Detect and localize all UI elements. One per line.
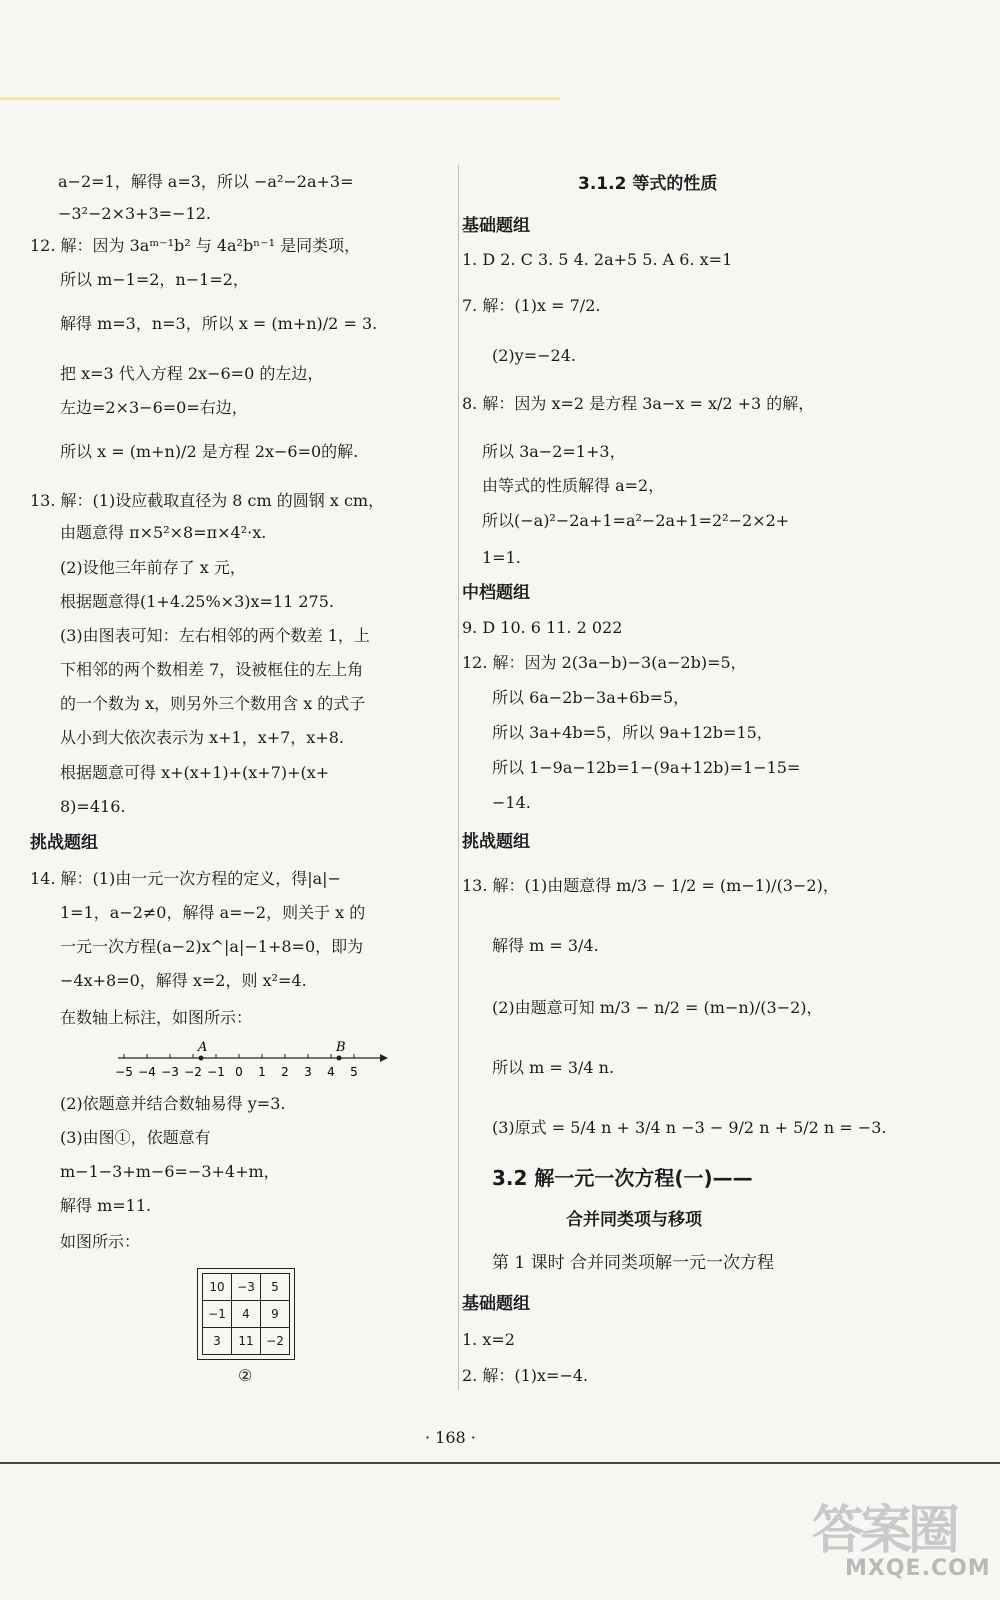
axis-tick-label: 3 — [304, 1065, 312, 1079]
watermark-site: MXQE.COM — [845, 1556, 991, 1581]
text-line: 如图所示： — [60, 1232, 141, 1251]
text-line: 由等式的性质解得 a=2， — [482, 476, 665, 495]
answers-1-6: 1. D 2. C 3. 5 4. 2a+5 5. A 6. x=1 — [462, 250, 733, 269]
axis-tick-label: −4 — [138, 1065, 156, 1079]
axis-tick-label: −5 — [115, 1065, 133, 1079]
grid-cell: 5 — [261, 1274, 290, 1301]
grid-frame — [197, 1268, 295, 1360]
answers-9-11: 9. D 10. 6 11. 2 022 — [462, 618, 623, 637]
axis-tick-label: −1 — [207, 1065, 225, 1079]
problem-7: 7. 解：(1)x = 7/2. — [462, 296, 601, 315]
axis-tick-label: −2 — [184, 1065, 202, 1079]
text-line: 根据题意可得 x+(x+1)+(x+7)+(x+ — [60, 763, 330, 782]
text-line: (2)y=−24. — [492, 346, 576, 365]
text-line: 1=1. — [482, 548, 521, 567]
problem-12: 12. 解：因为 3aᵐ⁻¹b² 与 4a²bⁿ⁻¹ 是同类项， — [30, 236, 361, 255]
point-a-label: A — [198, 1040, 208, 1055]
grid-cell: −2 — [261, 1328, 290, 1355]
axis-tick-label: −3 — [161, 1065, 179, 1079]
grid-cell: 10 — [203, 1274, 232, 1301]
section-heading: 基础题组 — [462, 1294, 530, 1314]
text-line: 的一个数为 x，则另外三个数用含 x 的式子 — [60, 694, 366, 713]
number-line-figure — [110, 1036, 390, 1082]
problem-2: 2. 解：(1)x=−4. — [462, 1366, 589, 1385]
section-heading: 中档题组 — [462, 583, 530, 603]
text-line: 解得 m=11. — [60, 1196, 152, 1215]
axis-tick-label: 0 — [235, 1065, 243, 1079]
problem-13-right: 13. 解：(1)由题意得 m/3 − 1/2 = (m−1)/(3−2)， — [462, 876, 839, 895]
text-line: 8)=416. — [60, 797, 126, 816]
text-line: 所以 m−1=2，n−1=2， — [60, 270, 249, 289]
footer-rule — [0, 1462, 1000, 1464]
point-b-label: B — [336, 1040, 346, 1055]
problem-14: 14. 解：(1)由一元一次方程的定义，得|a|− — [30, 869, 341, 888]
text-line: 所以 3a−2=1+3， — [482, 442, 626, 461]
problem-13: 13. 解：(1)设应截取直径为 8 cm 的圆钢 x cm， — [30, 491, 385, 510]
axis-tick-label: 4 — [327, 1065, 335, 1079]
page-number: · 168 · — [425, 1428, 476, 1447]
section-heading: 基础题组 — [462, 216, 530, 236]
problem-8: 8. 解：因为 x=2 是方程 3a−x = x/2 +3 的解， — [462, 394, 815, 413]
text-line: (2)依题意并结合数轴易得 y=3. — [60, 1094, 286, 1113]
text-line: 左边=2×3−6=0=右边， — [60, 398, 248, 417]
text-line: 把 x=3 代入方程 2x−6=0 的左边， — [60, 364, 324, 383]
axis-tick-label: 2 — [281, 1065, 289, 1079]
section-heading: 挑战题组 — [30, 833, 98, 853]
column-divider — [458, 165, 459, 1390]
text-line: (3)由图①，依题意有 — [60, 1128, 211, 1147]
number-grid — [202, 1273, 290, 1355]
text-line: 解得 m = 3/4. — [492, 936, 599, 955]
answer-1: 1. x=2 — [462, 1330, 515, 1349]
lesson-title: 第 1 课时 合并同类项解一元一次方程 — [492, 1253, 775, 1273]
point-a — [199, 1056, 204, 1061]
text-line: 解得 m=3，n=3，所以 x = (m+n)/2 = 3. — [60, 314, 378, 333]
header-rule — [0, 97, 560, 100]
axis-tick-label: 5 — [350, 1065, 358, 1079]
text-line: m−1−3+m−6=−3+4+m， — [60, 1162, 280, 1181]
grid-cell: 4 — [232, 1301, 261, 1328]
text-line: (3)由图表可知：左右相邻的两个数差 1，上 — [60, 626, 370, 645]
text-line: 所以 3a+4b=5，所以 9a+12b=15， — [492, 723, 773, 742]
section-heading: 挑战题组 — [462, 832, 530, 852]
text-line: 所以 6a−2b−3a+6b=5， — [492, 688, 690, 707]
problem-12-right: 12. 解：因为 2(3a−b)−3(a−2b)=5， — [462, 653, 747, 672]
grid-cell: −1 — [203, 1301, 232, 1328]
text-line: (2)由题意可知 m/3 − n/2 = (m−n)/(3−2)， — [492, 998, 823, 1017]
text-line: (3)原式 = 5/4 n + 3/4 n −3 − 9/2 n + 5/2 n = −3. — [492, 1118, 887, 1137]
axis-tick-label: 1 — [258, 1065, 266, 1079]
text-line: 所以(−a)²−2a+1=a²−2a+1=2²−2×2+ — [482, 511, 790, 530]
point-b — [337, 1056, 342, 1061]
text-line: 所以 x = (m+n)/2 是方程 2x−6=0的解. — [60, 442, 359, 461]
grid-cell: 11 — [232, 1328, 261, 1355]
watermark-logo: 答案圈 — [812, 1501, 957, 1561]
text-line: a−2=1，解得 a=3，所以 −a²−2a+3= — [58, 172, 354, 191]
grid-cell: 9 — [261, 1301, 290, 1328]
section-subtitle: 合并同类项与移项 — [566, 1210, 702, 1230]
text-line: 在数轴上标注，如图所示： — [60, 1008, 253, 1027]
axis-arrow — [380, 1054, 388, 1062]
text-line: −4x+8=0，解得 x=2，则 x²=4. — [60, 971, 307, 990]
text-line: 下相邻的两个数相差 7，设被框住的左上角 — [60, 660, 364, 679]
text-line: 根据题意得(1+4.25%×3)x=11 275. — [60, 592, 334, 611]
text-line: (2)设他三年前存了 x 元， — [60, 558, 246, 577]
text-line: 所以 m = 3/4 n. — [492, 1058, 615, 1077]
text-line: 从小到大依次表示为 x+1，x+7，x+8. — [60, 728, 345, 747]
grid-cell: 3 — [203, 1328, 232, 1355]
text-line: 一元一次方程(a−2)x^|a|−1+8=0，即为 — [60, 937, 364, 956]
text-line: 1=1，a−2≠0，解得 a=−2，则关于 x 的 — [60, 903, 366, 922]
grid-cell: −3 — [232, 1274, 261, 1301]
text-line: −14. — [492, 793, 531, 812]
text-line: 所以 1−9a−12b=1−(9a+12b)=1−15= — [492, 758, 801, 777]
section-title-3-2: 3.2 解一元一次方程(一)—— — [492, 1166, 753, 1190]
section-title-3-1-2: 3.1.2 等式的性质 — [578, 174, 718, 194]
grid-caption: ② — [238, 1366, 253, 1385]
text-line: 由题意得 π×5²×8=π×4²·x. — [60, 523, 267, 542]
text-line: −3²−2×3+3=−12. — [58, 204, 212, 223]
